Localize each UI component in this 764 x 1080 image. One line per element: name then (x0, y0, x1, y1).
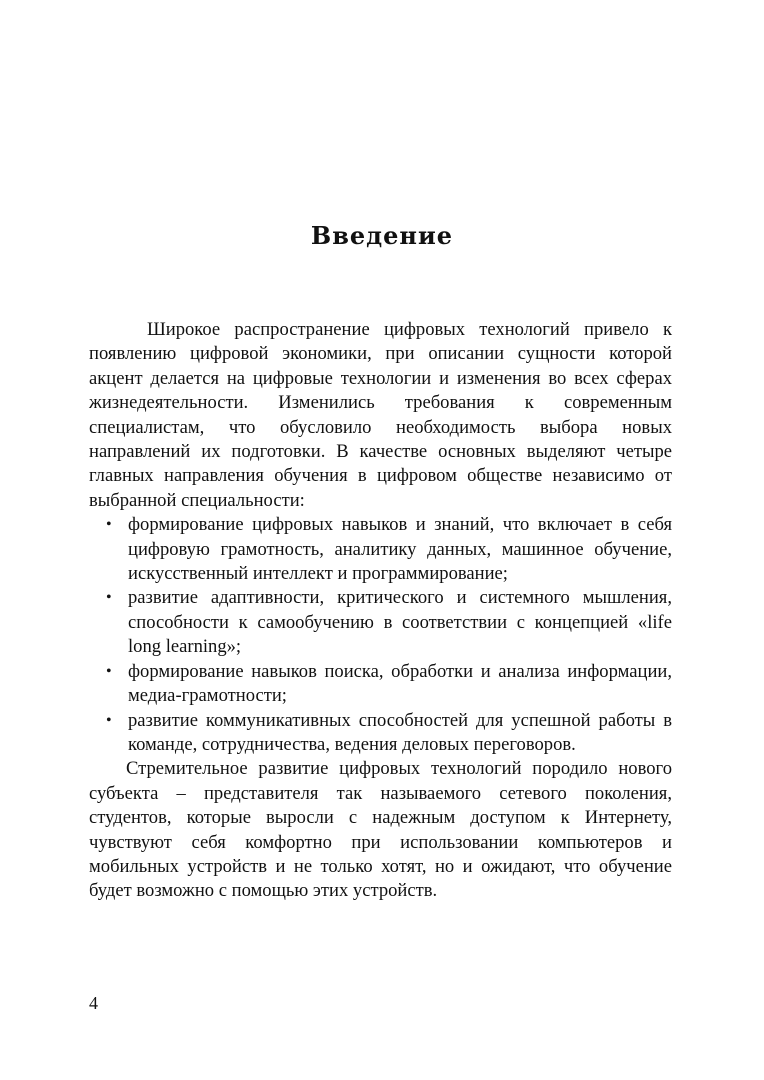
list-item (89, 513, 672, 586)
bullet-icon: • (106, 711, 112, 729)
closing-paragraph: Стремительное развитие цифровых технологий породило нового субъекта – представителя так называемого сетевого поколения, студентов, которые выросли с надежным доступом к Интернету, чувствуют себя комфортно при использовании компьютеров и мобильных устройств и не только хотят, но и ожидают, что обучение будет возможно с помощью этих устройств. (89, 758, 672, 902)
list-item (89, 709, 672, 758)
page-title: Введение (310, 221, 454, 250)
page-number: 4 (89, 993, 98, 1013)
intro-paragraph: Широкое распространение цифровых технологий привело к появлению цифровой экономики, при описании сущности которой акцент делается на цифровые технологии и изменения во всех сферах жизнедеятельности. Изменились требования к современным специалистам, что обусловило необходимость выбора новых направлений их подготовки. В качестве основных выделяют четыре главных направления обучения в цифровом обществе независимо от выбранной специальности: (89, 319, 672, 511)
bullet-list (89, 513, 672, 757)
list-item (89, 660, 672, 709)
bullet-icon: • (106, 662, 112, 680)
list-item (89, 586, 672, 659)
list-item-text: развитие коммуникативных способностей для успешной работы в команде, сотрудничества, ведения деловых переговоров. (128, 709, 672, 755)
list-item-text: формирование навыков поиска, обработки и анализа информации, медиа-грамотности; (128, 660, 672, 707)
body-text (89, 318, 672, 904)
list-item-text: развитие адаптивности, критического и системного мышления, способности к самообучению в соответствии с концепцией «life long learning»; (128, 587, 672, 658)
list-item-text: формирование цифровых навыков и знаний, что включает в себя цифровую грамотность, аналитику данных, машинное обучение, искусственный интеллект и программирование; (128, 514, 672, 585)
bullet-icon: • (106, 516, 112, 534)
bullet-icon: • (106, 589, 112, 607)
